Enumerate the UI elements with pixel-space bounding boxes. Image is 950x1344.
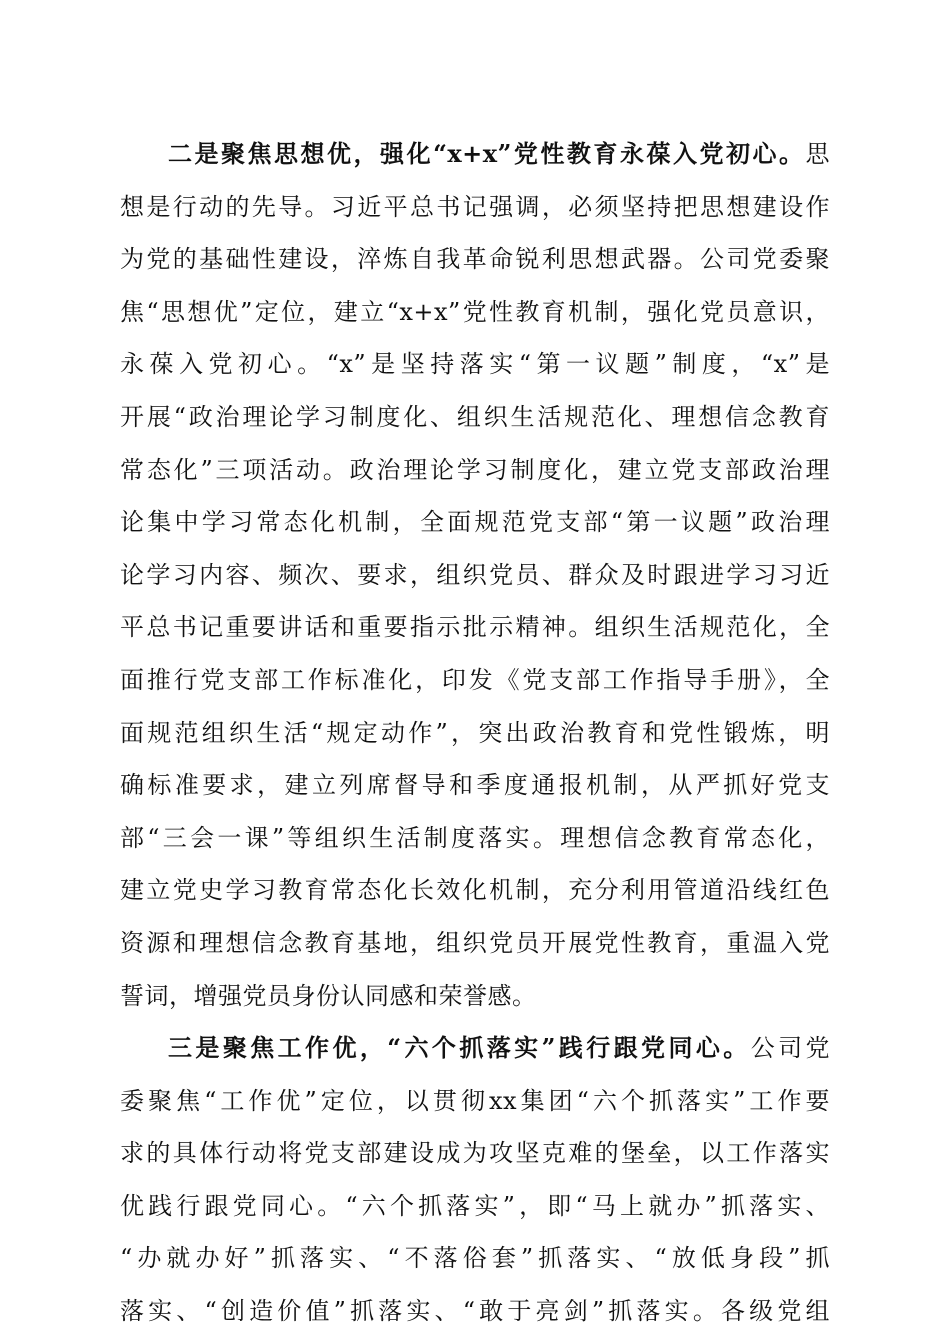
paragraph-1-line-6: 开展“政治理论学习制度化、组织生活规范化、理想信念教育 [120, 402, 830, 431]
paragraph-1-line-7: 常态化”三项活动。政治理论学习制度化，建立党支部政治理 [120, 455, 830, 484]
paragraph-1-line-10: 平总书记重要讲话和重要指示批示精神。组织生活规范化，全 [120, 613, 830, 642]
paragraph-1-line-14: 部“三会一课”等组织生活制度落实。理想信念教育常态化， [120, 823, 830, 852]
paragraph-2-line-3: 求的具体行动将党支部建设成为攻坚克难的堡垒，以工作落实 [120, 1139, 830, 1168]
paragraph-2-line-5: “办就办好”抓落实、“不落俗套”抓落实、“放低身段”抓 [120, 1244, 830, 1273]
paragraph-2-line-1 [120, 1022, 830, 1075]
paragraph-1-heading: 二是聚焦思想优，强化“x+x”党性教育永葆入党初心。 [168, 139, 806, 168]
paragraph-1-line-12: 面规范组织生活“规定动作”，突出政治教育和党性锻炼，明 [120, 718, 830, 747]
paragraph-1-line-3: 为党的基础性建设，淬炼自我革命锐利思想武器。公司党委聚 [120, 245, 830, 274]
paragraph-2-heading: 三是聚焦工作优，“六个抓落实”践行跟党同心。 [168, 1033, 751, 1063]
paragraph-1-line-13: 确标准要求，建立列席督导和季度通报机制，从严抓好党支 [120, 771, 830, 800]
paragraph-2 [120, 1022, 830, 1338]
paragraph-1-line-4: 焦“思想优”定位，建立“x+x”党性教育机制，强化党员意识， [120, 297, 830, 326]
paragraph-1-line-5: 永葆入党初心。“x”是坚持落实“第一议题”制度，“x”是 [120, 350, 830, 379]
paragraph-1-line-8: 论集中学习常态化机制，全面规范党支部“第一议题”政治理 [120, 508, 830, 537]
paragraph-2-line-1-text: 公司党 [750, 1034, 831, 1063]
paragraph-2-line-6: 落实、“创造价值”抓落实、“敢于亮剑”抓落实。各级党组 [120, 1297, 830, 1326]
paragraph-1-line-11: 面推行党支部工作标准化，印发《党支部工作指导手册》，全 [120, 665, 830, 694]
paragraph-1-line-15: 建立党史学习教育常态化长效化机制，充分利用管道沿线红色 [120, 876, 830, 905]
paragraph-1-line-17: 誓词，增强党员身份认同感和荣誉感。 [120, 981, 537, 1010]
paragraph-2-line-4: 优践行跟党同心。“六个抓落实”，即“马上就办”抓落实、 [120, 1191, 830, 1220]
paragraph-1-line-1-text: 思 [805, 140, 830, 168]
paragraph-1 [120, 128, 830, 1022]
paragraph-2-line-2: 委聚焦“工作优”定位，以贯彻xx集团“六个抓落实”工作要 [120, 1086, 830, 1115]
paragraph-1-line-1 [120, 128, 830, 181]
paragraph-1-line-9: 论学习内容、频次、要求，组织党员、群众及时跟进学习习近 [120, 560, 830, 589]
paragraph-1-line-2: 想是行动的先导。习近平总书记强调，必须坚持把思想建设作 [120, 192, 830, 221]
document-body [120, 128, 830, 1338]
paragraph-1-line-16: 资源和理想信念教育基地，组织党员开展党性教育，重温入党 [120, 928, 830, 957]
